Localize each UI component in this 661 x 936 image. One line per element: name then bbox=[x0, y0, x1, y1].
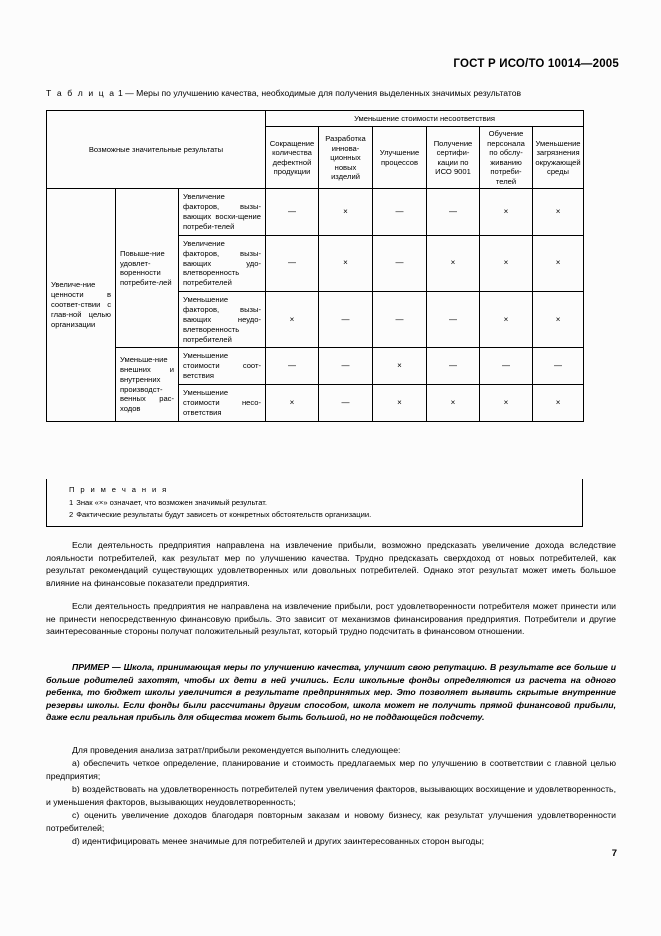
mark-cell: × bbox=[533, 385, 584, 422]
note-text: Фактические результаты будут зависеть от конкретных обстоятельств организации. bbox=[76, 509, 372, 519]
table-notes bbox=[46, 479, 583, 527]
list-item-b-wrap bbox=[46, 783, 616, 808]
table-row bbox=[47, 189, 584, 235]
list-item-c-wrap bbox=[46, 809, 616, 834]
table-caption bbox=[46, 88, 521, 98]
list-item: b) воздействовать на удовлетворенность потребителей путем увеличения факторов, вызывающих восхищение и удовлетворенность, и уменьшения факторов, вызывающих неудовлетворенность; bbox=[46, 784, 616, 807]
mark-cell: — bbox=[266, 235, 319, 291]
mark-cell: × bbox=[266, 385, 319, 422]
table-header-row-1 bbox=[47, 111, 584, 127]
list-intro: Для проведения анализа затрат/прибыли рекомендуется выполнить следующее: bbox=[72, 745, 401, 755]
notes-title: П р и м е ч а н и я bbox=[69, 485, 169, 494]
mark-cell: × bbox=[533, 235, 584, 291]
level3-cell: Увеличение факторов, вызы-вающих восхи-щение потреби-телей bbox=[179, 189, 266, 235]
mark-cell: × bbox=[319, 235, 373, 291]
list-intro-wrap bbox=[46, 744, 616, 757]
mark-cell: — bbox=[427, 348, 480, 385]
list-item: a) обеспечить четкое определение, планирование и стоимость предлагаемых мер по улучшению в соответствии с главной целью предприятия; bbox=[46, 758, 616, 781]
list-item: c) оценить увеличение доходов благодаря повторным заказам и новому бизнесу, как результат улучшения удовлетворенности потребителей; bbox=[46, 810, 616, 833]
column-header-2: Улучшение процессов bbox=[373, 127, 427, 189]
page-number: 7 bbox=[611, 848, 617, 859]
note-number: 1 bbox=[69, 497, 74, 507]
level3-cell: Уменьшение стоимости несо-ответствия bbox=[179, 385, 266, 422]
group-column-header: Уменьшение стоимости несоответствия bbox=[266, 111, 584, 127]
column-header-3: Получение сертифи-кации по ИСО 9001 bbox=[427, 127, 480, 189]
column-header-1: Разработка иннова-ционных новых изделий bbox=[319, 127, 373, 189]
mark-cell: × bbox=[373, 348, 427, 385]
mark-cell: — bbox=[427, 189, 480, 235]
example-paragraph: ПРИМЕР — Школа, принимающая меры по улучшению качества, улучшит свою репутацию. В результате все больше и больше родителей захотят, чтобы их дети в ней учились. Если школьные фонды определяются из расчета на одного ребенка, то бюджет школы увеличится в результате предпринятых мер. Это позволяет выявить скрытые внутренние резервы школы. Если фонды были рассчитаны другим способом, школа может не получить прямой финансовой прибыли, даже если реальная прибыль для общества может быть большой, но не поддающейся подсчету. bbox=[46, 662, 616, 723]
body-paragraph-2: Если деятельность предприятия не направлена на извлечение прибыли, рост удовлетворенности потребителя может принести или не принести непосредственную финансовую прибыль. Это зависит от механизмов финансирования предприятия. Потребители и другие заинтересованные стороны получат положительный результат, который трудно подсчитать в финансовом отношении. bbox=[46, 601, 616, 637]
mark-cell: — bbox=[319, 385, 373, 422]
standard-header: ГОСТ Р ИСО/ТО 10014—2005 bbox=[453, 58, 619, 70]
body-paragraph-1: Если деятельность предприятия направлена на извлечение прибыли, возможно предсказать увеличение дохода вследствие лояльности потребителей, как результат мер по улучшению качества. Трудно предсказать сверхдоход от новых потребителей, как результат рекомендаций существующих удовлетворенных или довольных потребителей. Однако этот результат может иметь большое влияние на финансовые показатели предприятия. bbox=[46, 540, 616, 588]
quality-measures-table bbox=[46, 110, 584, 422]
body-paragraph-1-wrap bbox=[46, 539, 616, 589]
note-number: 2 bbox=[69, 509, 74, 519]
mark-cell: × bbox=[533, 189, 584, 235]
mark-cell: — bbox=[373, 292, 427, 348]
mark-cell: × bbox=[480, 292, 533, 348]
mark-cell: — bbox=[373, 189, 427, 235]
example-paragraph-wrap bbox=[46, 661, 616, 724]
column-header-4: Обучение персонала по обслу-живанию потреби-телей bbox=[480, 127, 533, 189]
mark-cell: — bbox=[319, 292, 373, 348]
column-header-5: Уменьшение загрязнения окружающей среды bbox=[533, 127, 584, 189]
table-caption-text: 1 — Меры по улучшению качества, необходимые для получения выделенных значимых результатов bbox=[117, 88, 522, 98]
mark-cell: × bbox=[480, 235, 533, 291]
level3-cell: Увеличение факторов, вызы-вающих удо-влетворенность потребителей bbox=[179, 235, 266, 291]
list-item-a-wrap bbox=[46, 757, 616, 782]
level3-cell: Уменьшение факторов, вызы-вающих неудо-влетворенность потребителей bbox=[179, 292, 266, 348]
mark-cell: × bbox=[427, 235, 480, 291]
list-item-d-wrap bbox=[46, 835, 616, 848]
mark-cell: — bbox=[427, 292, 480, 348]
note-item bbox=[69, 497, 574, 509]
results-column-header: Возможные значительные результаты bbox=[47, 111, 266, 189]
mark-cell: — bbox=[319, 348, 373, 385]
mark-cell: × bbox=[480, 189, 533, 235]
mark-cell: — bbox=[480, 348, 533, 385]
body-paragraph-2-wrap bbox=[46, 600, 616, 638]
level3-cell: Уменьшение стоимости соот-ветствия bbox=[179, 348, 266, 385]
mark-cell: × bbox=[427, 385, 480, 422]
mark-cell: × bbox=[373, 385, 427, 422]
mark-cell: — bbox=[373, 235, 427, 291]
level2-cell-0: Повыше-ние удовлет-воренности потребите-лей bbox=[116, 189, 179, 348]
column-header-0: Сокращение количества дефектной продукции bbox=[266, 127, 319, 189]
level2-cell-1: Уменьше-ние внешних и внутренних производст-венных рас-ходов bbox=[116, 348, 179, 421]
mark-cell: × bbox=[480, 385, 533, 422]
mark-cell: — bbox=[533, 348, 584, 385]
mark-cell: × bbox=[533, 292, 584, 348]
list-item: d) идентифицировать менее значимые для потребителей и других заинтересованных сторон выгоды; bbox=[72, 836, 484, 846]
level1-cell: Увеличе-ние ценности в соответ-ствии с глав-ной целью организации bbox=[47, 189, 116, 421]
note-item bbox=[69, 509, 574, 521]
mark-cell: — bbox=[266, 348, 319, 385]
mark-cell: × bbox=[266, 292, 319, 348]
table-caption-label: Т а б л и ц а bbox=[46, 88, 116, 98]
note-text: Знак «×» означает, что возможен значимый результат. bbox=[76, 497, 268, 507]
table-row bbox=[47, 348, 584, 385]
mark-cell: × bbox=[319, 189, 373, 235]
mark-cell: — bbox=[266, 189, 319, 235]
